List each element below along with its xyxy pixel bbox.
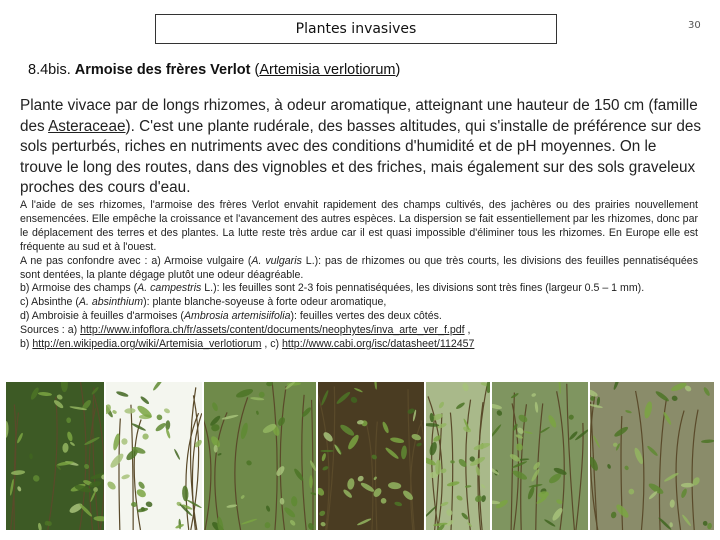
plant-photo — [6, 382, 104, 530]
text: b) Armoise des champs ( — [20, 282, 138, 295]
latin-name: Ambrosia artemisiifolia — [183, 310, 291, 323]
photo-strip — [6, 382, 714, 532]
plant-photo — [204, 382, 316, 530]
intro-paragraph — [20, 96, 702, 199]
invasion-paragraph: A l'aide de ses rhizomes, l'armoise des frères Verlot envahit rapidement des champs cultivés, des jachères ou des prairies nouvellement ensemencées. Elle empêche la croissance et l'avancement des autres espèces. La dispersion se fait essentiellement par les rhizomes, donc par le déplacement des terres et des plantes. La lutte reste très ardue car il est quasi impossible d'éliminer tous les rhizomes. En Europe elle est fréquente au sud et à l'ouest. — [20, 199, 698, 253]
section-number: 8.4bis. — [28, 62, 71, 78]
confusion-paragraph-a — [20, 255, 698, 283]
text: L.): les feuilles sont 2-3 fois pennatiséquées, les divisions sont très fines (largeur 0.5 – 1 mm). — [201, 282, 645, 295]
plant-photo — [426, 382, 490, 530]
plant-photo — [106, 382, 202, 530]
details-block — [20, 199, 698, 352]
source-link-cabi[interactable]: http://www.cabi.org/isc/datasheet/112457 — [282, 338, 475, 351]
latin-name: A. vulgaris — [251, 254, 302, 267]
paren-open: ( — [254, 62, 260, 78]
intro-text-2: ). C'est une plante rudérale, des basses altitudes, qui s'installe de préférence sur des sols perturbés, riches en nutriments avec des conditions d'humidité et de pH moyennes. On le trouve le long des routes, dans des vignobles et des friches, mais également sur des sols graveleux proches des cours d'eau. — [20, 117, 702, 197]
text: ): feuilles vertes des deux côtés. — [290, 310, 442, 323]
plant-photo-5 — [426, 382, 490, 530]
plant-photo — [318, 382, 424, 530]
species-latin-name-link[interactable]: Artemisia verlotiorum — [259, 62, 396, 78]
page-number: 30 — [688, 20, 701, 31]
plant-photo-4 — [318, 382, 424, 530]
plant-photo-3 — [204, 382, 316, 530]
plant-photo-2 — [106, 382, 202, 530]
sources-label: b) — [20, 338, 33, 351]
confusion-paragraph-c — [20, 296, 698, 310]
plant-photo-6 — [492, 382, 588, 530]
plant-photo-1 — [6, 382, 104, 530]
confusion-paragraph-b — [20, 282, 698, 296]
header-title-box — [155, 14, 557, 44]
latin-name: A. absinthium — [78, 296, 144, 309]
latin-name: A. campestris — [137, 282, 202, 295]
text: A ne pas confondre avec : a) Armoise vulgaire ( — [20, 254, 252, 267]
header-title: Plantes invasives — [295, 21, 417, 37]
intro-text-1: Plante vivace par de longs rhizomes, à odeur aromatique, atteignant une hauteur de 150 cm (famille des — [20, 97, 698, 135]
section-heading — [28, 62, 400, 78]
separator: , c) — [261, 338, 283, 351]
text: L.): pas de rhizomes ou que très courts, les divisions des feuilles pennatiséquées sont dentées, la plante dégage plutôt une odeur déagréable. — [20, 254, 698, 281]
text: ): plante blanche-soyeuse à forte odeur aromatique, — [143, 296, 387, 309]
text: c) Absinthe ( — [20, 296, 79, 309]
sources-label: Sources : a) — [20, 324, 81, 337]
confusion-paragraph-d — [20, 310, 698, 324]
plant-photo — [590, 382, 714, 530]
plant-photo — [492, 382, 588, 530]
sources-line-2 — [20, 338, 698, 352]
plant-photo-7 — [590, 382, 714, 530]
sources-line-1 — [20, 324, 698, 338]
source-link-infoflora[interactable]: http://www.infoflora.ch/fr/assets/content/documents/neophytes/inva_arte_ver_f.pdf — [80, 324, 465, 337]
source-link-wikipedia[interactable]: http://en.wikipedia.org/wiki/Artemisia_verlotiorum — [32, 338, 262, 351]
separator: , — [464, 324, 471, 337]
paren-close: ) — [395, 62, 401, 78]
species-common-name: Armoise des frères Verlot — [74, 62, 251, 78]
family-link[interactable]: Asteraceae — [48, 117, 126, 135]
text: d) Ambroisie à feuilles d'armoises ( — [20, 310, 184, 323]
